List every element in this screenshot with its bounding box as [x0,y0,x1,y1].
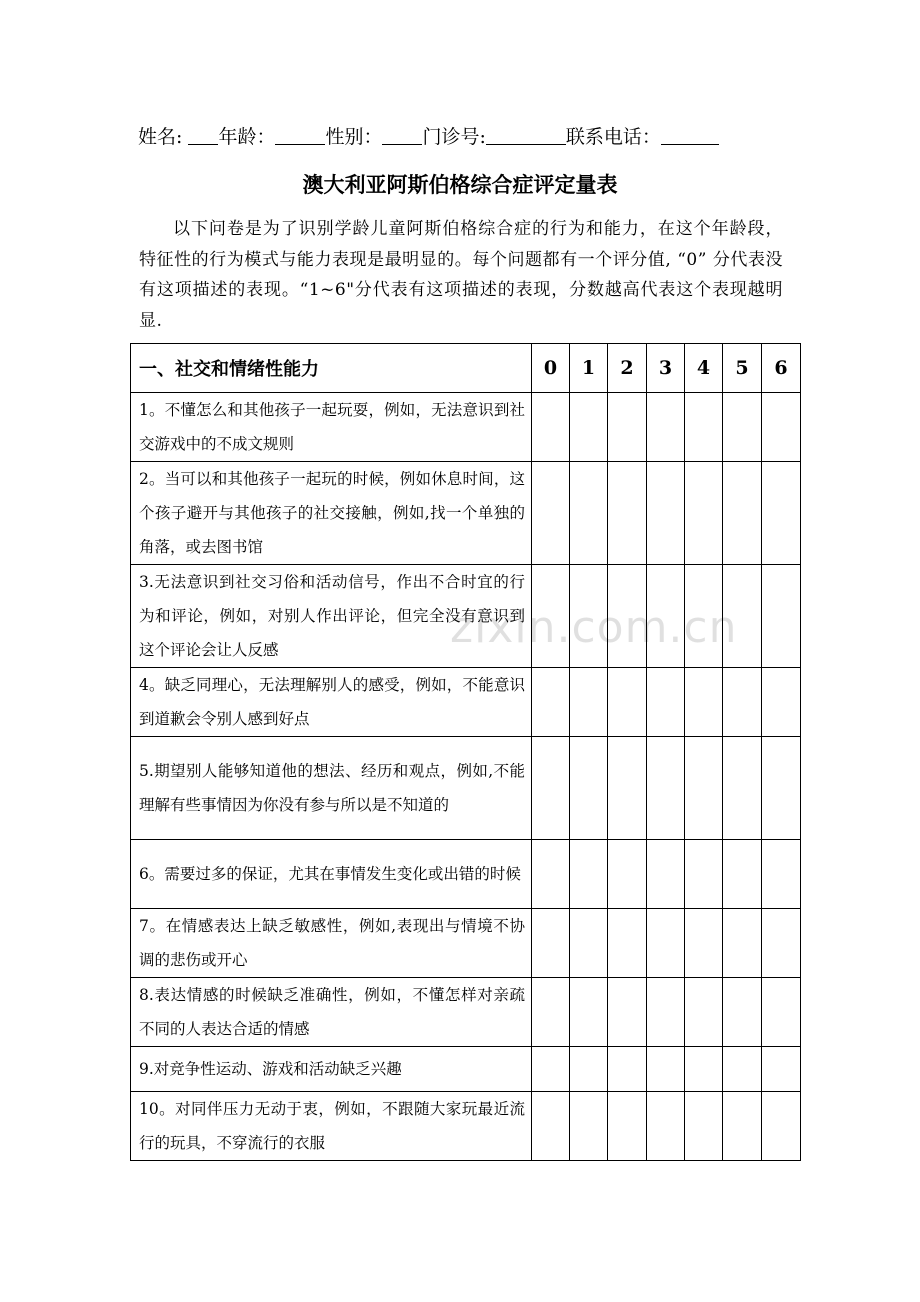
page-title: 澳大利亚阿斯伯格综合症评定量表 [302,172,618,197]
score-cell-3[interactable] [647,978,685,1047]
score-cell-4[interactable] [685,1092,723,1161]
name-field[interactable] [188,126,218,145]
score-cell-1[interactable] [570,978,608,1047]
score-cell-5[interactable] [723,1092,762,1161]
score-header-4: 4 [685,344,723,393]
table-row [131,1092,801,1161]
score-cell-3[interactable] [647,1092,685,1161]
clinic-number-label: 门诊号: [422,126,486,148]
score-cell-0[interactable] [532,668,570,737]
score-cell-5[interactable] [723,909,762,978]
table-row [131,668,801,737]
score-cell-3[interactable] [647,668,685,737]
score-cell-0[interactable] [532,840,570,909]
score-cell-3[interactable] [647,737,685,840]
clinic-number-field[interactable] [486,126,566,145]
score-cell-5[interactable] [723,393,762,462]
score-cell-0[interactable] [532,1047,570,1092]
score-cell-3[interactable] [647,1047,685,1092]
score-header-0: 0 [532,344,570,393]
score-cell-1[interactable] [570,393,608,462]
score-cell-1[interactable] [570,840,608,909]
table-row [131,393,801,462]
table-header-row [131,344,801,393]
score-cell-1[interactable] [570,565,608,668]
score-cell-2[interactable] [608,565,647,668]
item-text: 8.表达情感的时候缺乏准确性，例如，不懂怎样对亲疏不同的人表达合适的情感 [131,978,532,1047]
rating-table [130,343,801,1161]
table-body [131,393,801,1161]
score-cell-4[interactable] [685,840,723,909]
score-cell-3[interactable] [647,393,685,462]
score-cell-4[interactable] [685,393,723,462]
table-row [131,909,801,978]
score-header-3: 3 [647,344,685,393]
section-title: 一、社交和情绪性能力 [131,344,532,393]
score-cell-0[interactable] [532,462,570,565]
score-cell-2[interactable] [608,978,647,1047]
table-row [131,462,801,565]
score-cell-6[interactable] [762,1047,801,1092]
score-header-5: 5 [723,344,762,393]
score-cell-4[interactable] [685,668,723,737]
score-cell-6[interactable] [762,462,801,565]
score-cell-6[interactable] [762,737,801,840]
score-cell-5[interactable] [723,840,762,909]
age-label: 年龄： [218,126,276,148]
score-cell-5[interactable] [723,668,762,737]
item-text: 5.期望别人能够知道他的想法、经历和观点，例如,不能理解有些事情因为你没有参与所以是不知道的 [131,737,532,840]
phone-field[interactable] [661,126,719,145]
score-cell-0[interactable] [532,393,570,462]
watermark: zixin.com.cn [450,602,738,653]
score-cell-0[interactable] [532,1092,570,1161]
score-cell-2[interactable] [608,462,647,565]
score-cell-1[interactable] [570,909,608,978]
score-cell-2[interactable] [608,393,647,462]
phone-label: 联系电话： [565,126,661,148]
score-cell-6[interactable] [762,668,801,737]
score-cell-6[interactable] [762,1092,801,1161]
score-cell-6[interactable] [762,909,801,978]
item-text: 7。在情感表达上缺乏敏感性，例如,表现出与情境不协调的悲伤或开心 [131,909,532,978]
score-cell-2[interactable] [608,668,647,737]
score-cell-0[interactable] [532,565,570,668]
score-cell-6[interactable] [762,840,801,909]
score-cell-3[interactable] [647,565,685,668]
score-cell-3[interactable] [647,462,685,565]
score-cell-0[interactable] [532,978,570,1047]
patient-info-line [138,124,798,150]
score-cell-0[interactable] [532,909,570,978]
table-row [131,1047,801,1092]
intro-paragraph: 以下问卷是为了识别学龄儿童阿斯伯格综合症的行为和能力，在这个年龄段，特征性的行为模式与能力表现是最明显的。每个问题都有一个评分值, “0” 分代表没有这项描述的表现。“1~6"分代表有这项描述的表现，分数越高代表这个表现越明显. [139,219,783,331]
item-text: 6。需要过多的保证，尤其在事情发生变化或出错的时候 [131,840,532,909]
score-cell-2[interactable] [608,909,647,978]
gender-label: 性别： [325,126,383,148]
table-row [131,840,801,909]
score-cell-5[interactable] [723,737,762,840]
score-cell-4[interactable] [685,909,723,978]
score-cell-2[interactable] [608,737,647,840]
table-row [131,978,801,1047]
score-cell-5[interactable] [723,978,762,1047]
table-row [131,565,801,668]
score-cell-4[interactable] [685,978,723,1047]
item-text: 1。不懂怎么和其他孩子一起玩耍，例如，无法意识到社交游戏中的不成文规则 [131,393,532,462]
item-text: 3.无法意识到社交习俗和活动信号，作出不合时宜的行为和评论，例如，对别人作出评论，但完全没有意识到这个评论会让人反感 [131,565,532,668]
table-row [131,737,801,840]
item-text: 9.对竞争性运动、游戏和活动缺乏兴趣 [131,1047,532,1092]
score-cell-2[interactable] [608,840,647,909]
score-cell-5[interactable] [723,462,762,565]
age-field[interactable] [275,126,325,145]
score-cell-4[interactable] [685,462,723,565]
score-cell-1[interactable] [570,462,608,565]
item-text: 2。当可以和其他孩子一起玩的时候，例如休息时间，这个孩子避开与其他孩子的社交接触，例如,找一个单独的角落，或去图书馆 [131,462,532,565]
score-cell-3[interactable] [647,909,685,978]
score-cell-0[interactable] [532,737,570,840]
name-label: 姓名: [138,126,183,148]
score-cell-6[interactable] [762,978,801,1047]
score-cell-6[interactable] [762,565,801,668]
score-header-6: 6 [762,344,801,393]
score-cell-5[interactable] [723,1047,762,1092]
score-cell-6[interactable] [762,393,801,462]
gender-field[interactable] [382,126,422,145]
score-header-1: 1 [570,344,608,393]
score-cell-2[interactable] [608,1047,647,1092]
score-cell-2[interactable] [608,1092,647,1161]
score-cell-1[interactable] [570,1047,608,1092]
score-cell-1[interactable] [570,668,608,737]
item-text: 4。缺乏同理心，无法理解别人的感受，例如，不能意识到道歉会令别人感到好点 [131,668,532,737]
score-cell-4[interactable] [685,1047,723,1092]
score-header-2: 2 [608,344,647,393]
score-cell-3[interactable] [647,840,685,909]
score-cell-4[interactable] [685,565,723,668]
score-cell-4[interactable] [685,737,723,840]
score-cell-1[interactable] [570,737,608,840]
score-cell-5[interactable] [723,565,762,668]
score-cell-1[interactable] [570,1092,608,1161]
item-text: 10。对同伴压力无动于衷，例如，不跟随大家玩最近流行的玩具，不穿流行的衣服 [131,1092,532,1161]
